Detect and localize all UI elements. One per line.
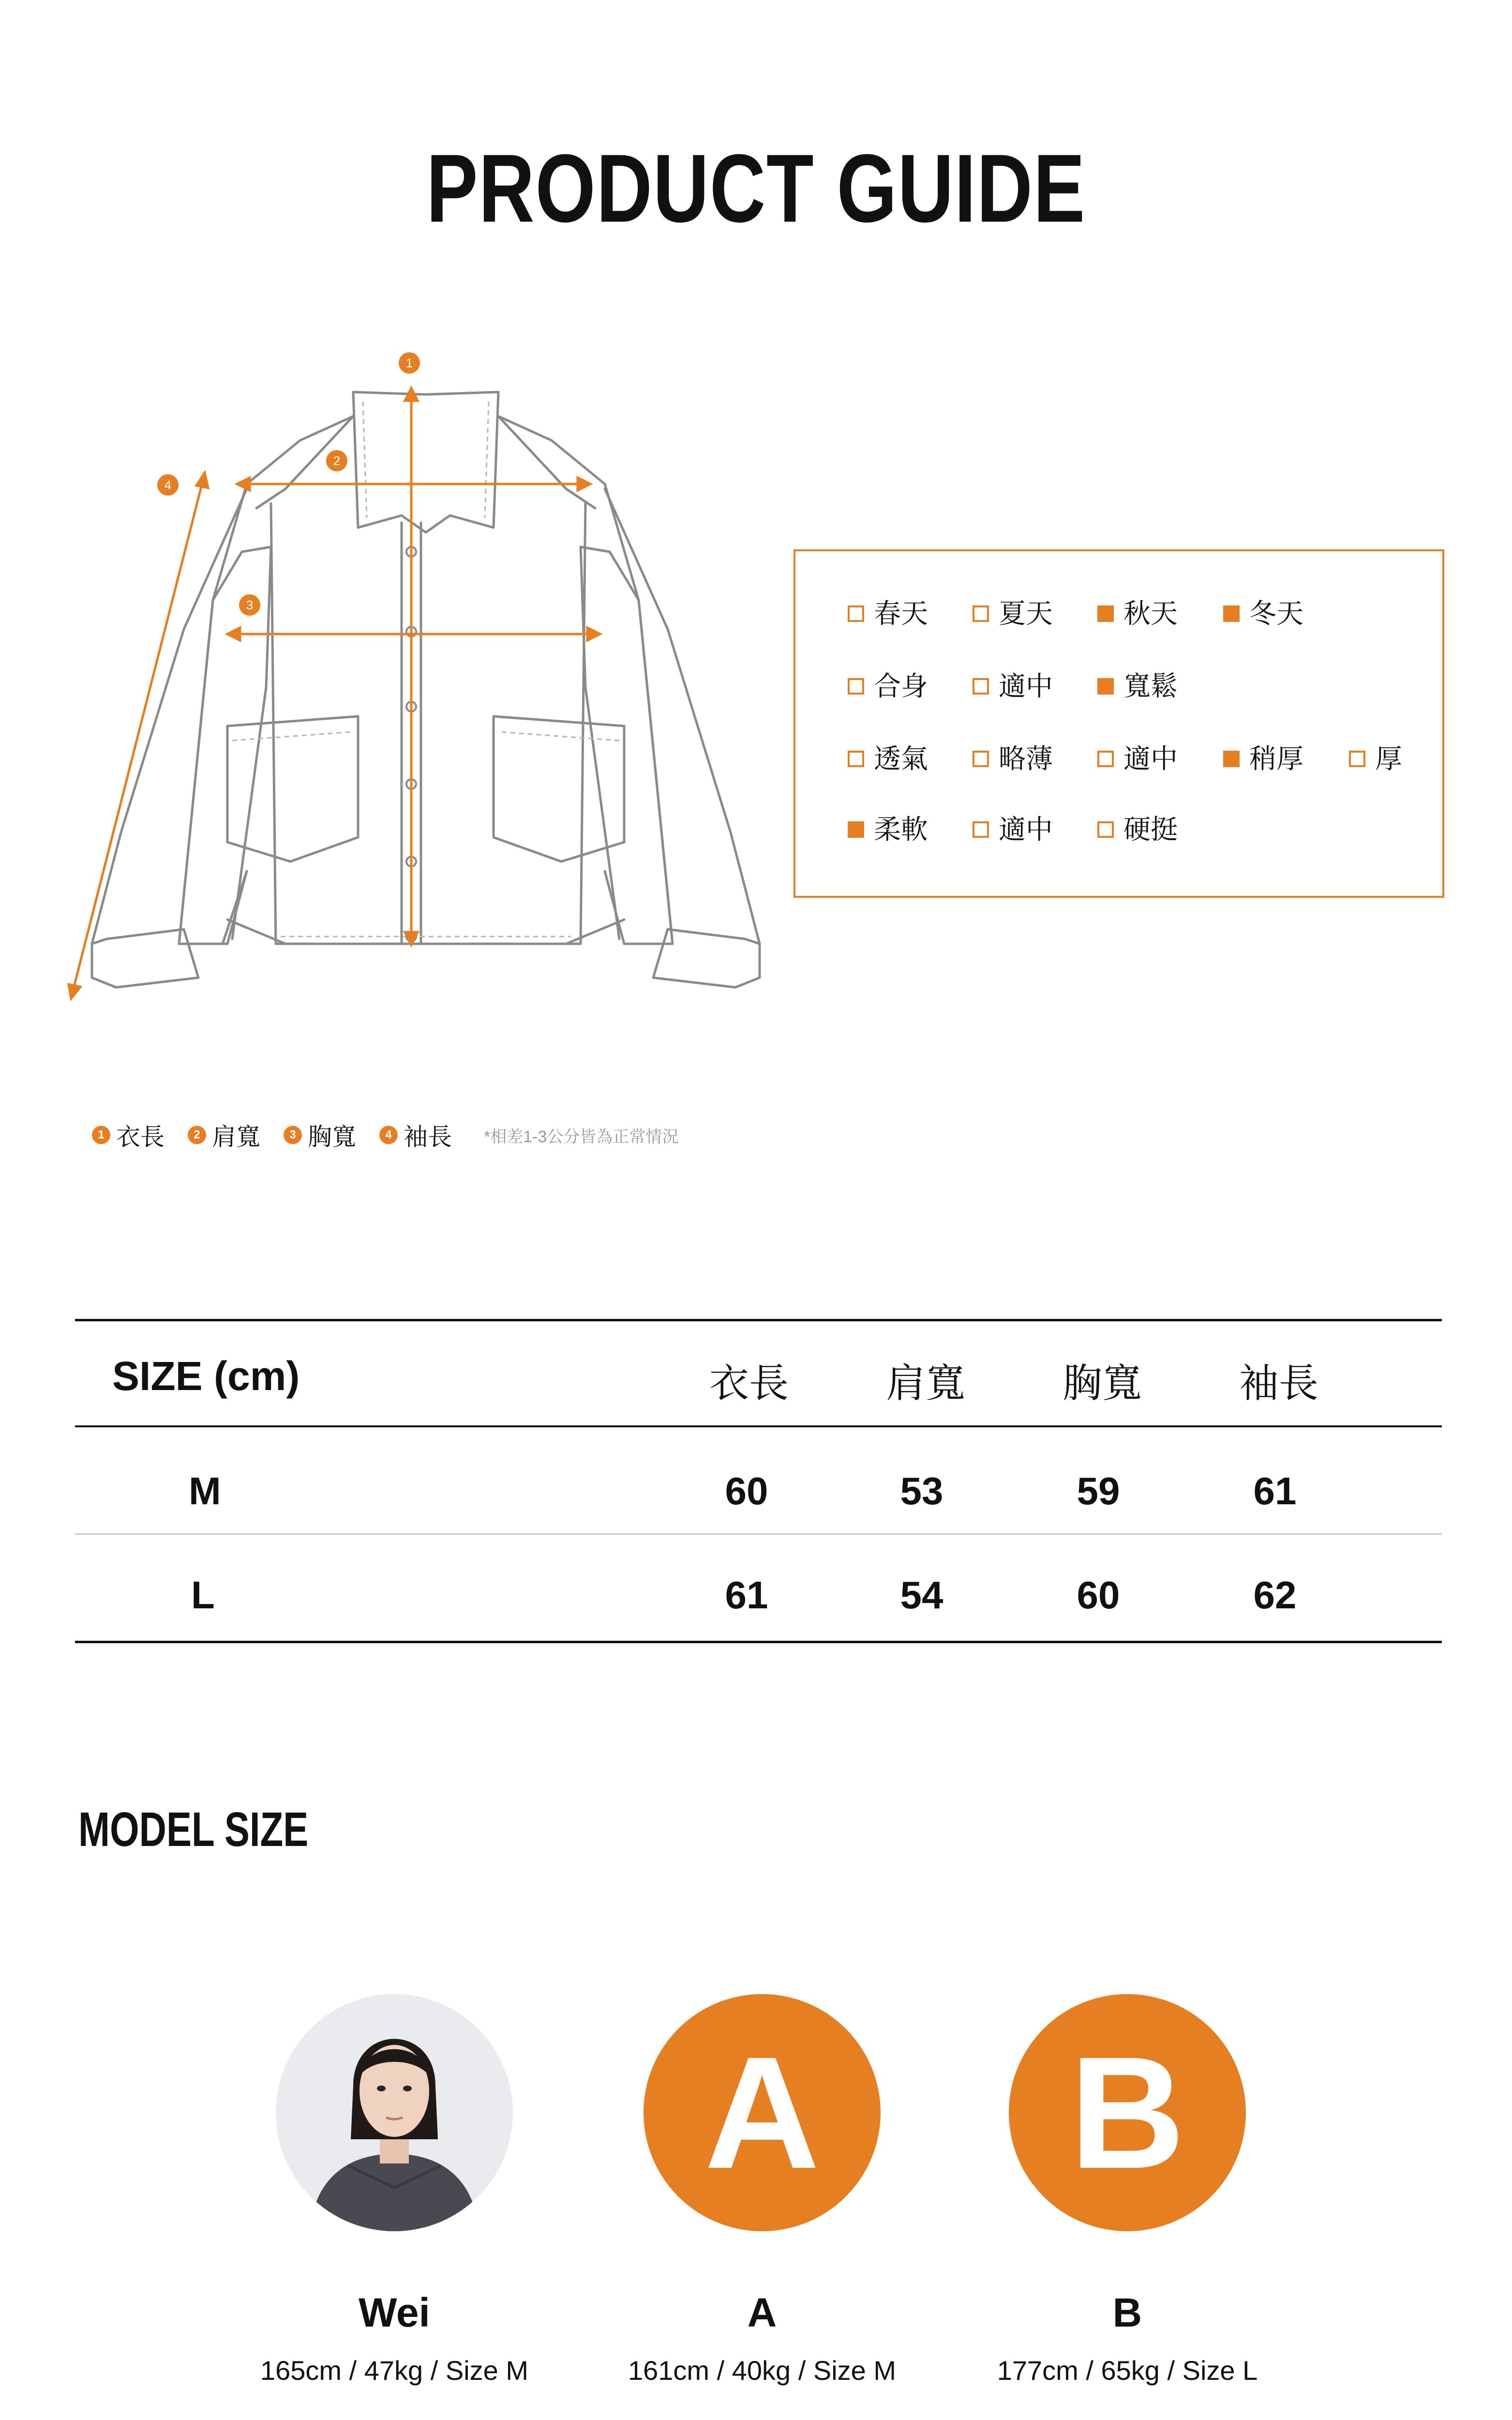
feature-label: 適中: [1123, 743, 1178, 774]
model-avatar-b: B: [1009, 1994, 1246, 2231]
tolerance-note: *相差1-3公分皆為正常情況: [484, 1127, 679, 1146]
table-bottom-rule: [75, 1641, 1442, 1643]
column-header-length: 衣長: [709, 1361, 789, 1406]
jacket-outline: [92, 392, 760, 987]
unchecked-box-icon: [973, 605, 989, 622]
feature-option: [848, 600, 928, 627]
legend-label: 胸寬: [308, 1123, 356, 1150]
table-cell: 60: [725, 1469, 768, 1512]
marker-3-icon: 3: [284, 1126, 302, 1144]
feature-label: 柔軟: [874, 814, 928, 845]
model-name: A: [747, 2290, 777, 2335]
marker-1-icon: 1: [92, 1126, 110, 1144]
table-top-rule: [75, 1319, 1442, 1321]
table-cell: 60: [1077, 1573, 1120, 1617]
svg-text:2: 2: [333, 454, 341, 468]
checked-box-icon: [1223, 751, 1240, 767]
feature-label: 略薄: [999, 743, 1053, 774]
size-label-m: M: [189, 1469, 221, 1512]
feature-option: [848, 673, 928, 700]
unchecked-box-icon: [1349, 751, 1365, 767]
model-measurements: 161cm / 40kg / Size M: [628, 2355, 896, 2386]
marker-4-icon: 4: [379, 1126, 398, 1144]
measurement-lines: [69, 388, 600, 998]
unchecked-box-icon: [1097, 821, 1114, 838]
column-header-shoulder: 肩寬: [885, 1361, 965, 1406]
table-cell: 61: [1253, 1469, 1297, 1512]
unchecked-box-icon: [848, 751, 864, 767]
unchecked-box-icon: [848, 678, 864, 695]
feature-label: 適中: [999, 671, 1053, 701]
feature-label: 夏天: [999, 598, 1053, 629]
table-cell: 54: [900, 1573, 943, 1617]
feature-label: 秋天: [1123, 598, 1178, 629]
unchecked-box-icon: [848, 605, 864, 622]
size-header: SIZE (cm): [112, 1353, 300, 1399]
legend-label: 肩寬: [212, 1123, 260, 1150]
table-header-rule: [75, 1425, 1442, 1427]
legend-item-length: [92, 1118, 165, 1152]
table-cell: 59: [1077, 1469, 1120, 1512]
table-cell: 53: [900, 1469, 943, 1512]
model-measurements: 177cm / 65kg / Size L: [997, 2355, 1258, 2386]
checked-box-icon: [848, 821, 864, 838]
svg-text:3: 3: [246, 598, 254, 612]
feature-label: 透氣: [874, 743, 928, 774]
unchecked-box-icon: [973, 678, 989, 695]
checked-box-icon: [1097, 678, 1114, 695]
model-avatar-photo: [276, 1994, 513, 2231]
svg-text:4: 4: [164, 478, 172, 492]
person-photo-icon: [276, 1994, 513, 2231]
feature-label: 適中: [999, 814, 1053, 845]
feature-option: [973, 673, 1053, 700]
legend-label: 衣長: [116, 1123, 165, 1150]
feature-option: [973, 600, 1053, 627]
marker-2-icon: 2: [188, 1126, 206, 1144]
feature-option: [1097, 816, 1178, 843]
unchecked-box-icon: [973, 751, 989, 767]
table-cell: 62: [1253, 1573, 1297, 1617]
feature-label: 春天: [874, 598, 928, 629]
feature-label: 硬挺: [1123, 814, 1178, 845]
feature-option: [1223, 600, 1303, 627]
feature-option: [1097, 745, 1178, 772]
feature-option: [1349, 745, 1402, 772]
table-row-divider: [75, 1533, 1442, 1535]
unchecked-box-icon: [1097, 751, 1114, 767]
feature-label: 合身: [874, 671, 928, 701]
feature-option: [973, 816, 1053, 843]
svg-text:1: 1: [405, 356, 413, 370]
unchecked-box-icon: [973, 821, 989, 838]
checked-box-icon: [1097, 605, 1114, 622]
feature-option: [848, 745, 928, 772]
feature-option: [1097, 673, 1178, 700]
legend-item-shoulder: [188, 1118, 260, 1152]
checked-box-icon: [1223, 605, 1240, 622]
model-measurements: 165cm / 47kg / Size M: [260, 2355, 528, 2386]
feature-option: [973, 745, 1053, 772]
model-name: Wei: [359, 2290, 430, 2335]
column-header-chest: 胸寬: [1062, 1361, 1142, 1406]
feature-label: 寬鬆: [1123, 671, 1178, 701]
legend-item-chest: [284, 1118, 356, 1152]
legend-item-sleeve: [379, 1118, 452, 1152]
model-name: B: [1112, 2290, 1142, 2335]
model-avatar-a: A: [644, 1994, 881, 2231]
measurement-legend: [92, 1120, 678, 1150]
feature-option: [1223, 745, 1303, 772]
feature-label: 厚: [1375, 743, 1402, 774]
feature-label: 稍厚: [1249, 743, 1303, 774]
legend-label: 袖長: [404, 1123, 452, 1150]
size-label-l: L: [191, 1573, 215, 1617]
table-cell: 61: [725, 1573, 768, 1617]
feature-label: 冬天: [1249, 598, 1303, 629]
column-header-sleeve: 袖長: [1239, 1361, 1318, 1406]
page-title: PRODUCT GUIDE: [426, 135, 1086, 242]
feature-option: [1097, 600, 1178, 627]
model-size-title: MODEL SIZE: [78, 1802, 309, 1857]
feature-option: [848, 816, 928, 843]
jacket-measurement-diagram: [63, 348, 764, 1055]
